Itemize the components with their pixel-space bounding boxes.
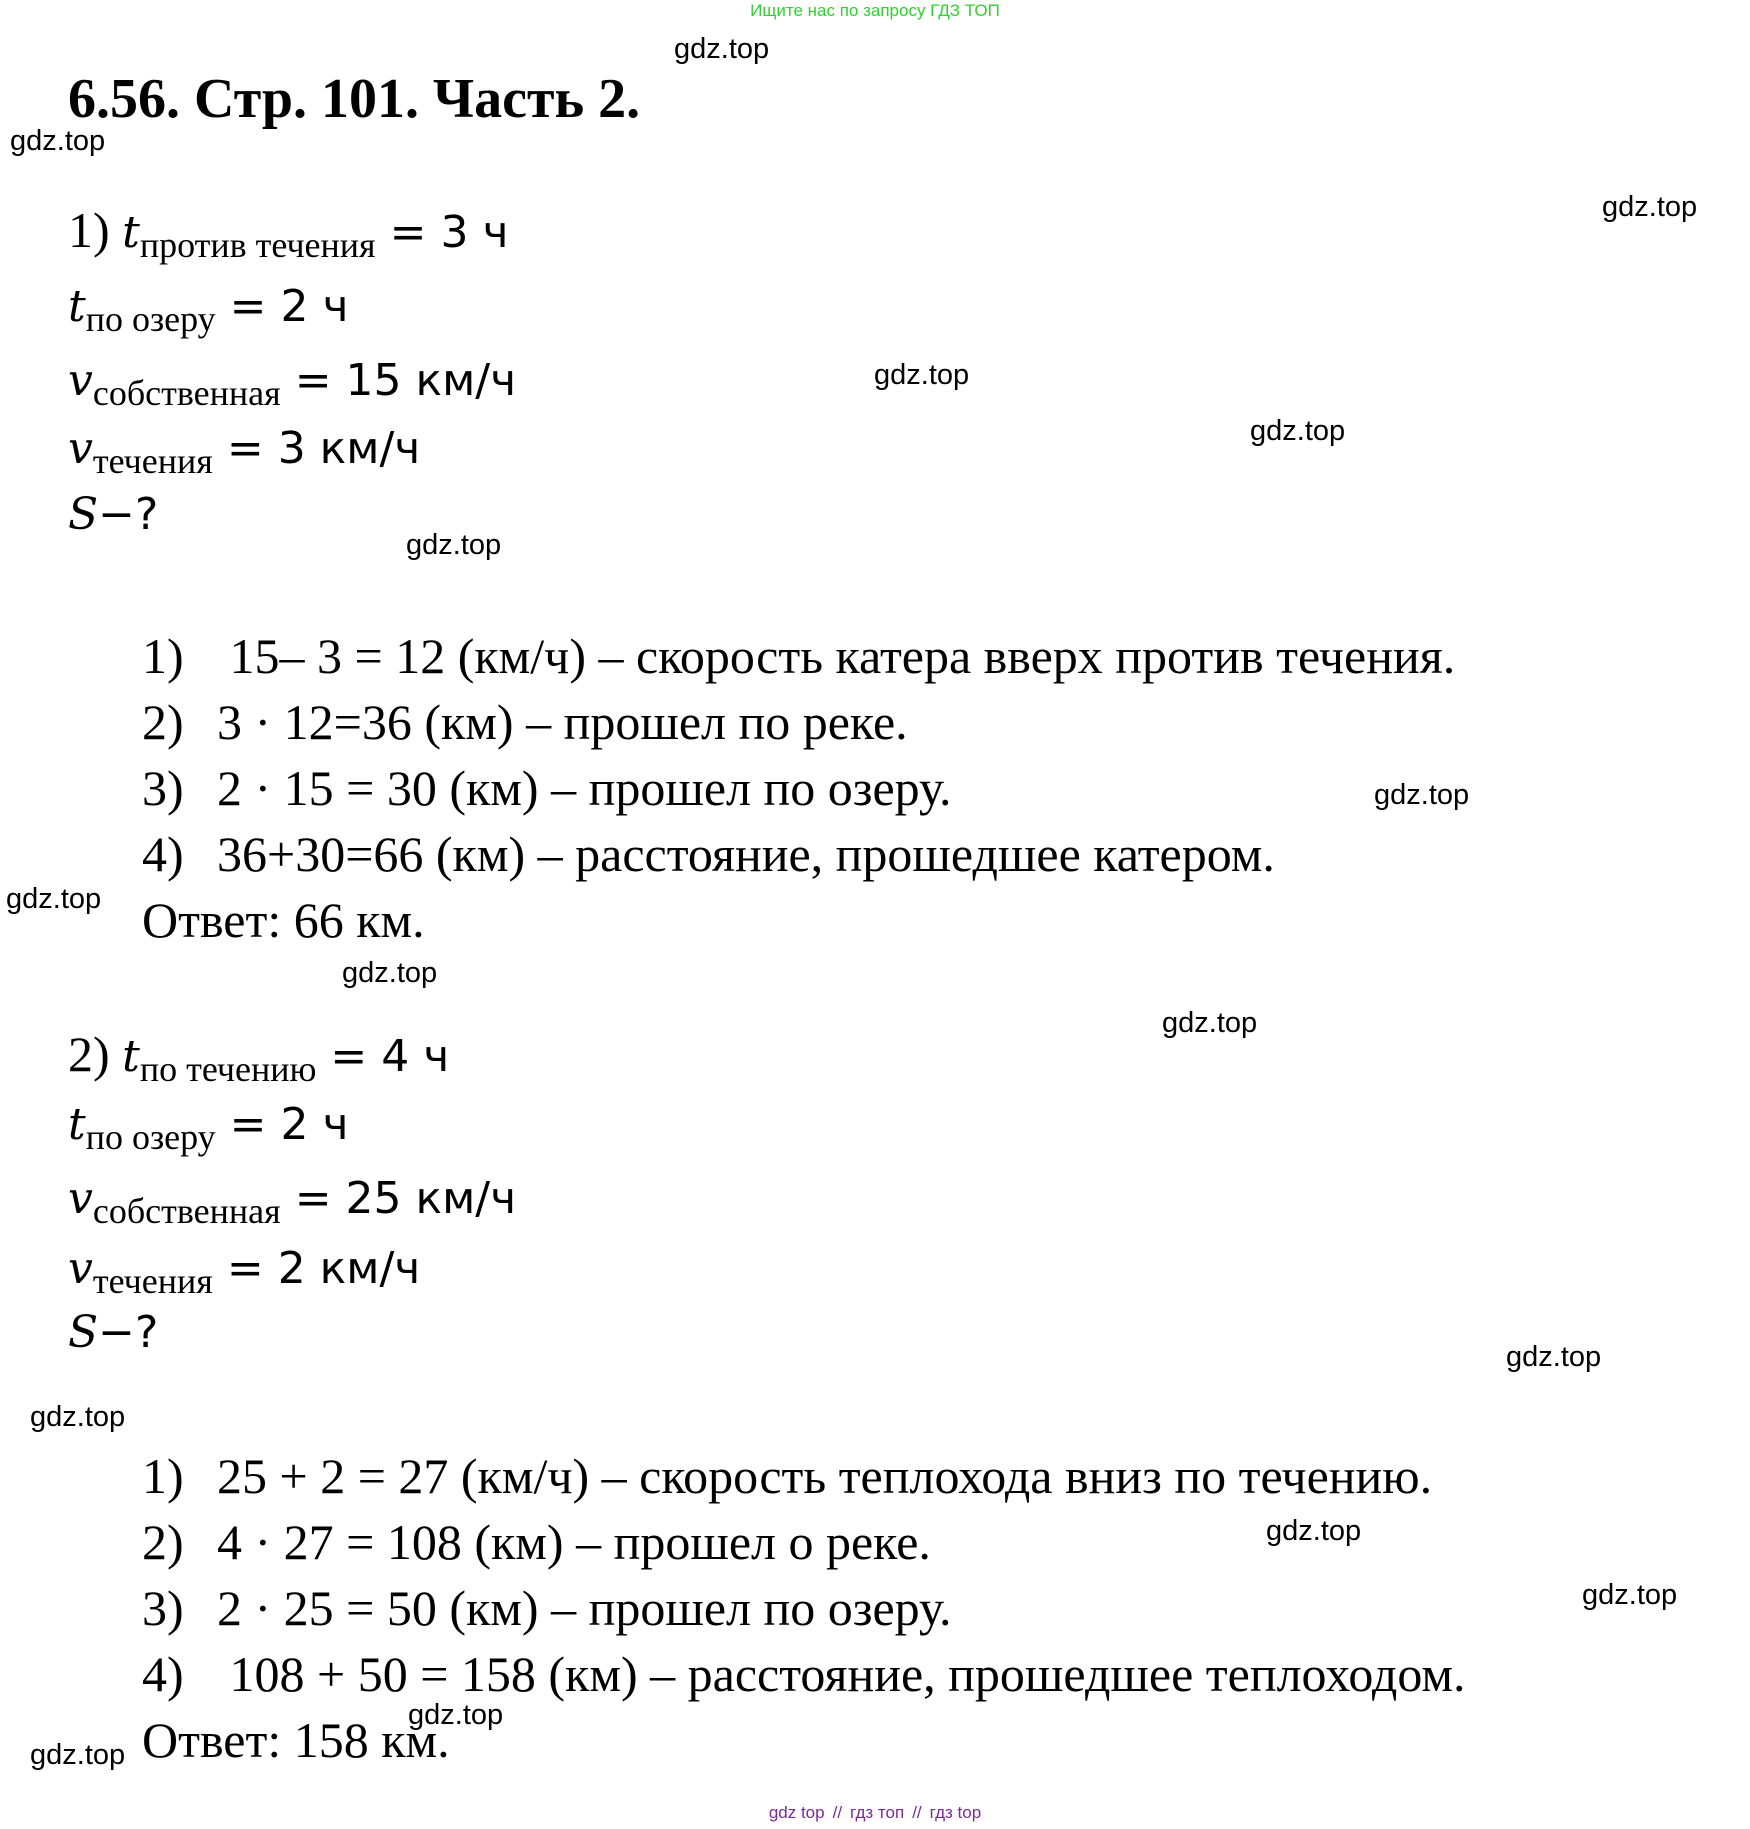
- step-text: 2 · 15 = 30 (км) – прошел по озеру.: [217, 760, 952, 816]
- given-var: v: [68, 423, 93, 474]
- given-value: = 3 км/ч: [212, 423, 421, 474]
- given-sub: по течению: [139, 1049, 317, 1089]
- given-value: = 15 км/ч: [280, 355, 517, 406]
- answer: Ответ: 158 км.: [142, 1712, 450, 1768]
- given-value: = 2 ч: [215, 281, 349, 332]
- footer-link[interactable]: гдз топ: [850, 1803, 905, 1822]
- page-title: 6.56. Стр. 101. Часть 2.: [68, 68, 641, 130]
- given-var: t: [68, 1099, 86, 1150]
- answer: Ответ: 66 км.: [142, 892, 425, 948]
- step-text: 108 + 50 = 158 (км) – расстояние, прошедшее теплоходом.: [217, 1646, 1466, 1702]
- given-sub: против течения: [139, 225, 376, 265]
- given-prefix: 2): [68, 1026, 123, 1082]
- step-number: 1): [142, 1448, 184, 1504]
- given-value: = 25 км/ч: [280, 1173, 517, 1224]
- step-text: 15– 3 = 12 (км/ч) – скорость катера вверх против течения.: [217, 628, 1456, 684]
- given-line: [68, 1300, 158, 1363]
- step-number: 3): [142, 760, 184, 816]
- watermark: gdz.top: [1162, 1007, 1258, 1039]
- solution-step: [142, 824, 1275, 884]
- given-sub: собственная: [92, 373, 281, 413]
- given-var: v: [68, 1173, 93, 1224]
- watermark: gdz.top: [10, 125, 106, 157]
- given-var: S: [68, 489, 99, 540]
- solution-step: [142, 1644, 1466, 1704]
- watermark: gdz.top: [1506, 1341, 1602, 1373]
- watermark: gdz.top: [1602, 191, 1698, 223]
- watermark: gdz.top: [6, 883, 102, 915]
- given-line: [68, 1166, 516, 1229]
- given-sub: течения: [92, 1261, 213, 1301]
- step-number: 1): [142, 628, 184, 684]
- watermark: gdz.top: [30, 1739, 126, 1771]
- given-line: [68, 348, 516, 411]
- step-text: 4 · 27 = 108 (км) – прошел о реке.: [217, 1514, 931, 1570]
- given-value: = 2 км/ч: [212, 1243, 421, 1294]
- given-line: [68, 416, 420, 479]
- solution-step: [142, 758, 952, 818]
- footer-link[interactable]: gdz top: [768, 1803, 825, 1822]
- watermark: gdz.top: [406, 529, 502, 561]
- watermark: gdz.top: [1374, 779, 1470, 811]
- step-text: 36+30=66 (км) – расстояние, прошедшее катером.: [217, 826, 1275, 882]
- given-line: [68, 1236, 420, 1299]
- given-line: [68, 482, 158, 545]
- footer-separator: //: [912, 1803, 922, 1822]
- given-line: [68, 274, 349, 337]
- footer-separator: //: [832, 1803, 843, 1822]
- step-number: 2): [142, 694, 184, 750]
- given-line: [68, 1024, 449, 1087]
- solution-step: [142, 1512, 931, 1572]
- given-sub: по озеру: [85, 1117, 216, 1157]
- given-sub: течения: [92, 441, 213, 481]
- given-line: [68, 1092, 349, 1155]
- footer-links: [0, 1803, 1750, 1823]
- watermark: gdz.top: [1266, 1515, 1362, 1547]
- solution-step: [142, 1578, 952, 1638]
- given-var: t: [122, 207, 140, 258]
- given-var: v: [68, 1243, 93, 1294]
- watermark: gdz.top: [408, 1699, 504, 1731]
- top-banner[interactable]: Ищите нас по запросу ГДЗ ТОП: [750, 1, 1000, 20]
- given-line: [68, 200, 508, 263]
- given-value: = 2 ч: [215, 1099, 349, 1150]
- given-value: −?: [98, 1307, 159, 1358]
- given-value: = 3 ч: [375, 207, 509, 258]
- step-text: 25 + 2 = 27 (км/ч) – скорость теплохода вниз по течению.: [217, 1448, 1433, 1504]
- solution-step: [142, 626, 1455, 686]
- solution-step: [142, 1446, 1432, 1506]
- given-value: −?: [98, 489, 159, 540]
- step-text: 3 · 12=36 (км) – прошел по реке.: [217, 694, 908, 750]
- given-value: = 4 ч: [316, 1031, 450, 1082]
- given-var: t: [68, 281, 86, 332]
- given-prefix: 1): [68, 202, 123, 258]
- step-number: 4): [142, 1646, 184, 1702]
- step-text: 2 · 25 = 50 (км) – прошел по озеру.: [217, 1580, 952, 1636]
- given-sub: собственная: [92, 1191, 281, 1231]
- step-number: 4): [142, 826, 184, 882]
- watermark: gdz.top: [1582, 1579, 1678, 1611]
- solution-step: [142, 692, 908, 752]
- watermark: gdz.top: [30, 1401, 126, 1433]
- given-var: S: [68, 1307, 99, 1358]
- given-sub: по озеру: [85, 299, 216, 339]
- watermark: gdz.top: [342, 957, 438, 989]
- watermark: gdz.top: [874, 359, 970, 391]
- watermark: gdz.top: [674, 33, 770, 65]
- watermark: gdz.top: [1250, 415, 1346, 447]
- step-number: 3): [142, 1580, 184, 1636]
- step-number: 2): [142, 1514, 184, 1570]
- given-var: v: [68, 355, 93, 406]
- footer-link[interactable]: гдз top: [929, 1803, 982, 1822]
- given-var: t: [122, 1031, 140, 1082]
